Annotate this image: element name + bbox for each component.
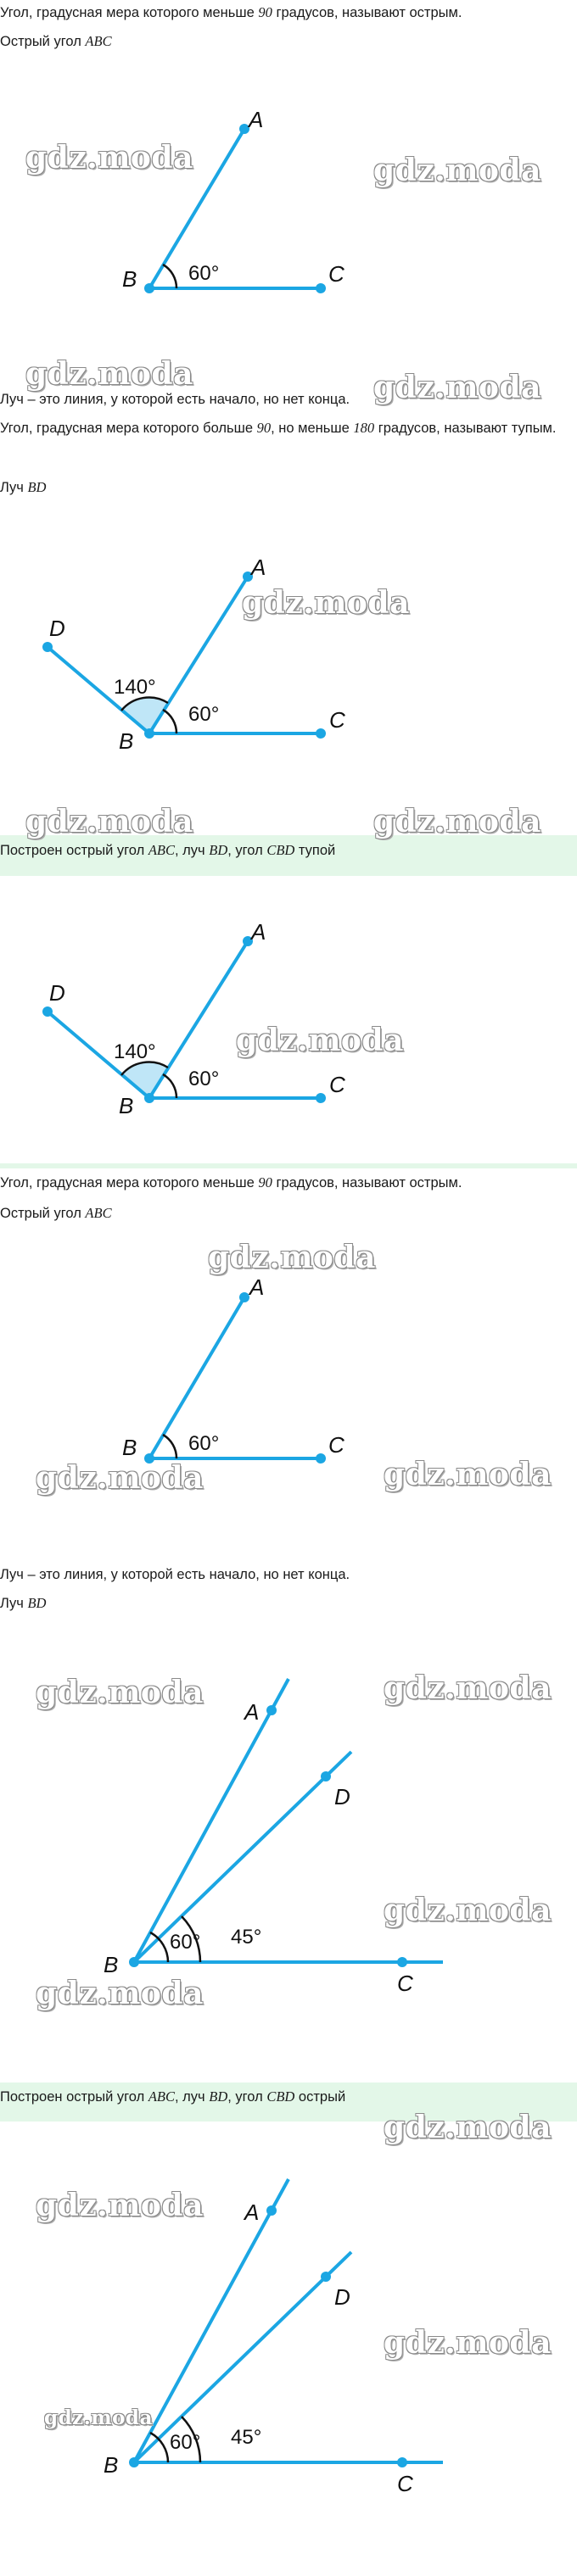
text-segment: тупой: [294, 843, 336, 858]
math-ray-name: BD: [27, 479, 47, 495]
angle-arc: [163, 265, 176, 288]
text-segment: , угол: [227, 843, 267, 858]
point-a: [266, 2205, 277, 2216]
label-c: C: [328, 1432, 345, 1458]
label-angle-140: 140°: [114, 1040, 156, 1063]
figure-acute-angle-2: [0, 1276, 577, 1480]
ray-ba: [134, 1679, 288, 1962]
watermark: gdz.moda: [36, 2188, 204, 2223]
watermark: gdz.moda: [242, 585, 410, 621]
watermark: gdz.moda: [36, 1460, 204, 1496]
label-angle-60: 60°: [170, 2431, 201, 2454]
point-c: [397, 2457, 407, 2467]
watermark: gdz.moda: [25, 804, 193, 839]
math-angle-name: CBD: [266, 842, 295, 858]
point-d: [321, 1771, 331, 1781]
label-angle-60: 60°: [170, 1931, 201, 1954]
point-a: [266, 1705, 277, 1715]
label-a: A: [249, 107, 264, 132]
point-d: [42, 642, 53, 652]
watermark: gdz.moda: [384, 1893, 552, 1928]
text-segment: Луч: [0, 480, 28, 495]
point-c: [316, 728, 326, 739]
math-ray-name: BD: [209, 2088, 228, 2105]
point-d: [321, 2272, 331, 2282]
angle-arc-60: [163, 710, 176, 733]
label-c: C: [329, 1072, 345, 1097]
text-segment: Построен острый угол: [0, 843, 148, 858]
label-b: B: [122, 1435, 137, 1460]
point-b: [144, 1093, 154, 1103]
text-segment: градусов, называют острым.: [272, 5, 462, 20]
label-c: C: [329, 707, 345, 733]
watermark: gdz.moda: [25, 140, 193, 176]
label-angle-60: 60°: [188, 262, 220, 285]
label-c: C: [397, 2471, 413, 2496]
text-segment: , луч: [175, 843, 210, 858]
math-angle-name: ABC: [148, 2088, 175, 2105]
label-a: A: [251, 555, 266, 580]
divider-band: [0, 1163, 577, 1168]
watermark: gdz.moda: [373, 370, 541, 405]
text-segment: Построен острый угол: [0, 2089, 148, 2105]
text-segment: градусов, называют острым.: [272, 1175, 462, 1190]
label-angle-60: 60°: [188, 1068, 220, 1090]
text-segment: Угол, градусная мера которого больше: [0, 421, 257, 436]
ray-ba: [134, 2179, 288, 2462]
label-a: A: [249, 1274, 265, 1300]
ray-definition: Луч – это линия, у которой есть начало, но нет конца.: [0, 392, 350, 407]
math-angle-name: ABC: [85, 33, 112, 49]
conclusion-acute: [0, 2088, 577, 2106]
text-segment: , луч: [175, 2089, 210, 2105]
text-segment: острый: [294, 2089, 346, 2105]
label-b: B: [104, 1952, 119, 1977]
label-a: A: [251, 919, 266, 945]
label-d: D: [334, 1784, 350, 1809]
point-b: [144, 728, 154, 739]
point-c: [397, 1957, 407, 1967]
figure-obtuse-angle: [0, 551, 577, 763]
watermark: gdz.moda: [25, 356, 193, 392]
math-angle-name: ABC: [148, 842, 175, 858]
label-angle-60: 60°: [188, 1432, 220, 1455]
label-d: D: [49, 980, 65, 1006]
definition-obtuse: [0, 419, 570, 438]
label-c: C: [397, 1971, 413, 1996]
definition-acute-2: [0, 1174, 577, 1192]
definition-acute: [0, 3, 577, 22]
watermark: gdz.moda: [384, 2325, 552, 2361]
label-a: A: [244, 2200, 260, 2225]
figure-acute-rays-2: [0, 2171, 577, 2544]
figure-obtuse-angle-2: [0, 916, 577, 1128]
conclusion-obtuse: [0, 841, 577, 860]
math-ray-name: BD: [27, 1595, 47, 1611]
watermark: gdz.moda: [36, 1675, 204, 1710]
label-b: B: [104, 2452, 119, 2478]
math-number: 90: [256, 420, 272, 436]
label-angle-60: 60°: [188, 703, 220, 726]
text-segment: Угол, градусная мера которого меньше: [0, 1175, 259, 1190]
math-angle-name: CBD: [266, 2088, 295, 2105]
label-angle-45: 45°: [231, 1926, 262, 1949]
math-number: 90: [258, 4, 272, 20]
watermark: gdz.moda: [44, 2406, 153, 2429]
figure-acute-angle: [0, 107, 577, 314]
label-b: B: [119, 728, 134, 754]
label-angle-45: 45°: [231, 2426, 262, 2449]
point-b: [144, 283, 154, 293]
watermark: gdz.moda: [373, 153, 541, 188]
label-a: A: [244, 1699, 260, 1725]
angle-arc-60: [163, 1074, 176, 1098]
text-segment: Острый угол: [0, 1206, 86, 1221]
label-b: B: [122, 266, 137, 292]
point-a: [239, 1292, 249, 1302]
watermark: gdz.moda: [384, 2110, 552, 2145]
label-c: C: [328, 261, 345, 287]
label-b: B: [119, 1093, 134, 1118]
math-number: 90: [258, 1174, 272, 1190]
point-c: [316, 283, 326, 293]
point-b: [144, 1453, 154, 1464]
watermark: gdz.moda: [373, 804, 541, 839]
acute-angle-label: [0, 32, 577, 51]
ray-bd-label-2: [0, 1594, 577, 1613]
watermark: gdz.moda: [384, 1670, 552, 1706]
text-segment: Угол, градусная мера которого меньше: [0, 5, 259, 20]
math-ray-name: BD: [209, 842, 228, 858]
watermark: gdz.moda: [208, 1240, 376, 1275]
text-segment: , угол: [227, 2089, 267, 2105]
text-segment: , но меньше: [271, 421, 354, 436]
math-angle-name: ABC: [85, 1205, 112, 1221]
acute-angle-label-2: [0, 1204, 577, 1223]
point-c: [316, 1093, 326, 1103]
label-angle-140: 140°: [114, 676, 156, 699]
angle-arc: [163, 1435, 176, 1458]
point-b: [129, 2457, 139, 2467]
text-segment: Острый угол: [0, 34, 86, 49]
watermark: gdz.moda: [236, 1023, 404, 1058]
ray-definition-2: Луч – это линия, у которой есть начало, но нет конца.: [0, 1567, 350, 1582]
label-d: D: [334, 2284, 350, 2310]
math-number: 180: [353, 420, 375, 436]
watermark: gdz.moda: [36, 1976, 204, 2011]
label-d: D: [49, 616, 65, 641]
point-b: [129, 1957, 139, 1967]
watermark: gdz.moda: [384, 1457, 552, 1492]
text-segment: Луч: [0, 1596, 28, 1611]
ray-bd-label: [0, 478, 577, 497]
point-d: [42, 1006, 53, 1017]
point-c: [316, 1453, 326, 1464]
text-segment: градусов, называют тупым.: [374, 421, 557, 436]
